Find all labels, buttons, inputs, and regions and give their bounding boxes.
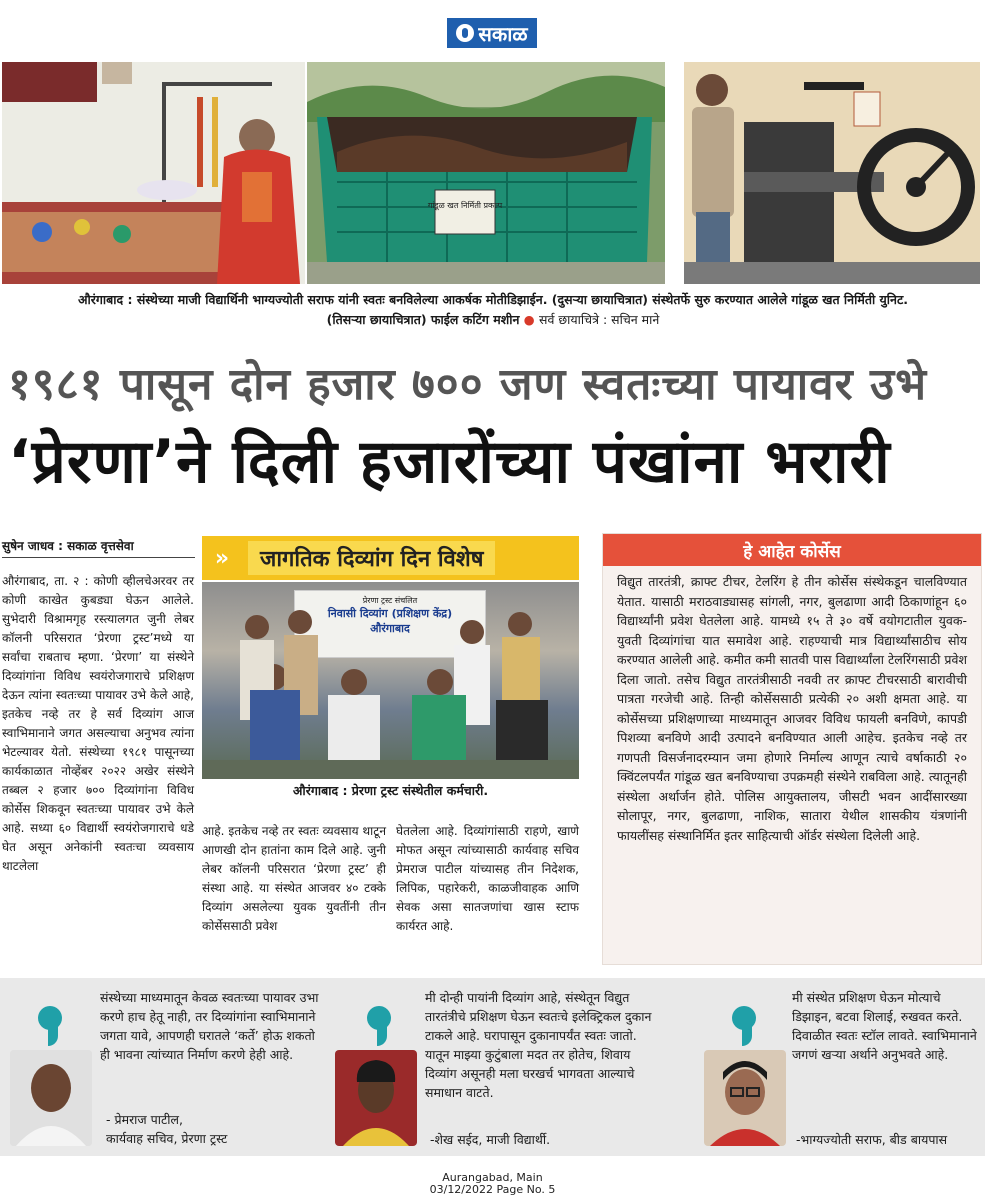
- headline-kicker: १९८१ पासून दोन हजार ७०० जण स्वतःच्या पायावर उभे: [8, 359, 927, 410]
- quote-mark-icon: [367, 1006, 393, 1046]
- courses-box: [602, 533, 982, 965]
- photo-file-cutting-machine: [684, 62, 980, 284]
- photo-caption-line2-wrap: [8, 310, 978, 330]
- quote-mark-icon: [38, 1006, 64, 1046]
- photo-caption-line2: (तिसऱ्या छायाचित्रात) फाईल कटिंग मशीन: [326, 312, 520, 327]
- caption-bullet-icon: ●: [523, 312, 535, 327]
- quotes-band: [0, 978, 985, 1156]
- quote-3-text: मी संस्थेत प्रशिक्षण घेऊन मोत्याचे डिझाइन, बटवा शिलाई, रुखवत करते. दिवाळीत स्वतः स्टॉल लावते. स्वाभिमानाने जगणं खऱ्या अर्थाने अनुभवते आहे.: [792, 990, 977, 1062]
- avatar-shaikh-illustration: [335, 1050, 417, 1146]
- avatar-premraj-illustration: [10, 1050, 92, 1146]
- photo-credit: सर्व छायाचित्रे : सचिन माने: [539, 312, 660, 327]
- quote-1-text: संस्थेच्या माध्यमातून केवळ स्वतःच्या पायावर उभा करणे हाच हेतू नाही, तर दिव्यांगांना स्वाभिमानाने जगता यावे, आपणही घरातले ‘कर्ते’ होऊ शकतो ही भावना त्यांच्यात निर्माण करणे हेही आहे.: [100, 990, 319, 1062]
- photo-vermicompost-unit: [307, 62, 665, 284]
- headline-main: ‘प्रेरणा’ने दिली हजारोंच्या पंखांना भरारी: [8, 427, 891, 497]
- masthead-title: सकाळ: [478, 21, 528, 46]
- newspaper-masthead-logo: [447, 18, 537, 48]
- photo-file-cutting-illustration: [684, 62, 980, 284]
- quote-1-attribution: [100, 1110, 320, 1148]
- page-footer: [0, 1172, 985, 1196]
- article-column-1: औरंगाबाद, ता. २ : कोणी व्हीलचेअरवर तर कोणी काखेत कुबड्या घेऊन आलेले. सुभेदारी विश्रामगृह रस्त्यालगत जुनी लेबर कॉलनी परिसरात ‘प्रेरणा ट्रस्ट’मध्ये या सर्वांचा राबताच म्हणा. ‘प्रेरणा’ या संस्थेने दिव्यांगांना विविध स्वयंरोजगाराचे प्रशिक्षण देऊन त्यांना स्वतःच्या पायावर उभे केले आहे, इतकेच नव्हे तर हे सर्व दिव्यांग आज स्वाभिमानाने जगत असल्याचा अनुभव त्यांना भेटल्यावर येतो. संस्थेच्या १९८१ पासूनच्या कार्यकाळात नोव्हेंबर २०२२ अखेर संस्थेने तब्बल २ हजार ७०० दिव्यांगांना विविध कोर्सेस शिकवून स्वतःच्या पायावर उभे केले आहे. सध्या ६० विद्यार्थी स्वयंरोजगाराचे धडे घेत असून अनेकांनी स्वतःचा व्यवसाय थाटलेला: [2, 574, 194, 873]
- quote-2-text: मी दोन्ही पायांनी दिव्यांग आहे, संस्थेतून विद्युत तारतंत्रीचे प्रशिक्षण घेऊन स्वतःचे इलेक्ट्रिकल दुकान टाकले आहे. घरापासून दुकानापर्यंत स्वतः जातो. यातून माझ्या कुटुंबाला मदत तर होतेच, शिवाय दिव्यांग असूनही मला घरखर्च भागवता आल्याचे समाधान वाटते.: [425, 990, 652, 1100]
- trust-banner-line2: निवासी दिव्यांग (प्रशिक्षण केंद्र): [327, 607, 453, 620]
- photo-trust-staff: [202, 582, 579, 779]
- special-section-band: [202, 536, 579, 580]
- avatar-shaikh-sayeed: [335, 1050, 417, 1146]
- avatar-premraj-patil: [10, 1050, 92, 1146]
- special-section-label: जागतिक दिव्यांग दिन विशेष: [248, 541, 495, 575]
- footer-date-page: 03/12/2022 Page No. 5: [429, 1183, 556, 1196]
- double-chevron-icon: »: [214, 545, 230, 571]
- logo-icon: [456, 24, 474, 42]
- quote-2-name: -शेख सईद, माजी विद्यार्थी.: [430, 1132, 551, 1147]
- photo-bead-designs-illustration: [2, 62, 305, 284]
- avatar-bhagyajyoti-saraf: [704, 1050, 786, 1146]
- courses-title: हे आहेत कोर्सेस: [603, 534, 981, 566]
- article-column-2: आहे. इतकेच नव्हे तर स्वतः व्यवसाय थाटून आणखी दोन हातांना काम दिले आहे. जुनी लेबर कॉलनी परिसरात ‘प्रेरणा ट्रस्ट’ ही संस्था आहे. या संस्थेत आजवर ४० टक्के दिव्यांग असलेल्या युवक युवतींनी तीन कोर्सेससाठी प्रवेश: [202, 824, 386, 933]
- photo-bead-designs: [2, 62, 305, 284]
- footer-edition: Aurangabad, Main: [442, 1171, 543, 1184]
- trust-banner-line3: औरंगाबाद: [370, 622, 410, 635]
- photo-vermicompost-illustration: [307, 62, 665, 284]
- photo-caption: [8, 290, 978, 330]
- quote-1-role: कार्यवाह सचिव, प्रेरणा ट्रस्ट: [106, 1131, 228, 1146]
- staff-group-illustration: [202, 582, 579, 779]
- trust-banner-line1: प्रेरणा ट्रस्ट संचलित: [362, 596, 418, 605]
- quote-1-name: - प्रेमराज पाटील,: [106, 1112, 183, 1127]
- avatar-bhagyajyoti-illustration: [704, 1050, 786, 1146]
- quote-mark-icon: [732, 1006, 758, 1046]
- group-photo-caption: औरंगाबाद : प्रेरणा ट्रस्ट संस्थेतील कर्मचारी.: [292, 783, 489, 798]
- article-column-3: घेतलेला आहे. दिव्यांगांसाठी राहणे, खाणे मोफत असून त्यांच्यासाठी कार्यवाह सचिव प्रेमराज पाटील यांच्यासह तीन निदेशक, लिपिक, पहारेकरी, काळजीवाहक आणि सेवक असा सातजणांचा खास स्टाफ कार्यरत आहे.: [396, 824, 579, 933]
- photo-caption-line1: औरंगाबाद : संस्थेच्या माजी विद्यार्थिनी भाग्यज्योती सराफ यांनी स्वतः बनविलेल्या आकर्षक मोतीडिझाईन. (दुसऱ्या छायाचित्रात) संस्थेतर्फे सुरु करण्यात आलेले गांडूळ खत निर्मिती युनिट.: [77, 292, 909, 307]
- compost-sign-text: गांडूळ खत निर्मिती प्रकल्प: [427, 201, 503, 210]
- courses-text: विद्युत तारतंत्री, क्राफ्ट टीचर, टेलरिंग हे तीन कोर्सेस संस्थेकडून चालविण्यात येतात. यासाठी मराठवाड्यासह सांगली, नगर, बुलढाणा आदी ठिकाणांहून ६० विद्यार्थ्यांनी प्रवेश घेतलेला आहे. यामध्ये १५ ते ३० वर्षे वयोगटातील युवक-युवती दिव्यांगांचा यात समावेश आहे. राहण्याची मात्र विद्यार्थ्यांसाठीच सोय करण्यात आलेली आहे. कमीत कमी सातवी पास विद्यार्थ्यांला टेलरिंगसाठी प्रवेश दिला जातो. तसेच विद्युत तारतंत्रीसाठी नववी तर क्राफ्ट टीचरसाठी बारावीची पात्रता गरजेची आहे. तिन्ही कोर्सेससाठी प्रत्येकी २० अशी क्षमता आहे. या कोर्सेसच्या प्रशिक्षणाच्या माध्यमातून आजवर विविध फायली बनविणे, कापडी पिशव्या बनविणे आदी उत्पादने बनविण्यात आली आहेच. इतकेच नव्हे तर गणपती विसर्जनादरम्यान जमा होणारे निर्माल्य आणून त्याचे वर्षाकाठी २० क्विंटलपर्यंत गांडूळ खत बनविण्याचा उपक्रमही संस्थेने राबविला आहे. त्यातूनही संस्थेला अर्थार्जन होते. पोलिस आयुक्तालय, जीसटी भवन आदींसारख्या सोलापूर, नगर, बुलढाणा, नाशिक, सातारा येथील शासकीय यंत्रणांनी फायलींसह संस्थानिर्मित इतर साहित्याची ऑर्डर संस्थेला दिलेली आहे.: [617, 574, 967, 843]
- byline: सुषेन जाधव : सकाळ वृत्तसेवा: [2, 537, 195, 558]
- quote-3-name: -भाग्यज्योती सराफ, बीड बायपास: [796, 1132, 948, 1147]
